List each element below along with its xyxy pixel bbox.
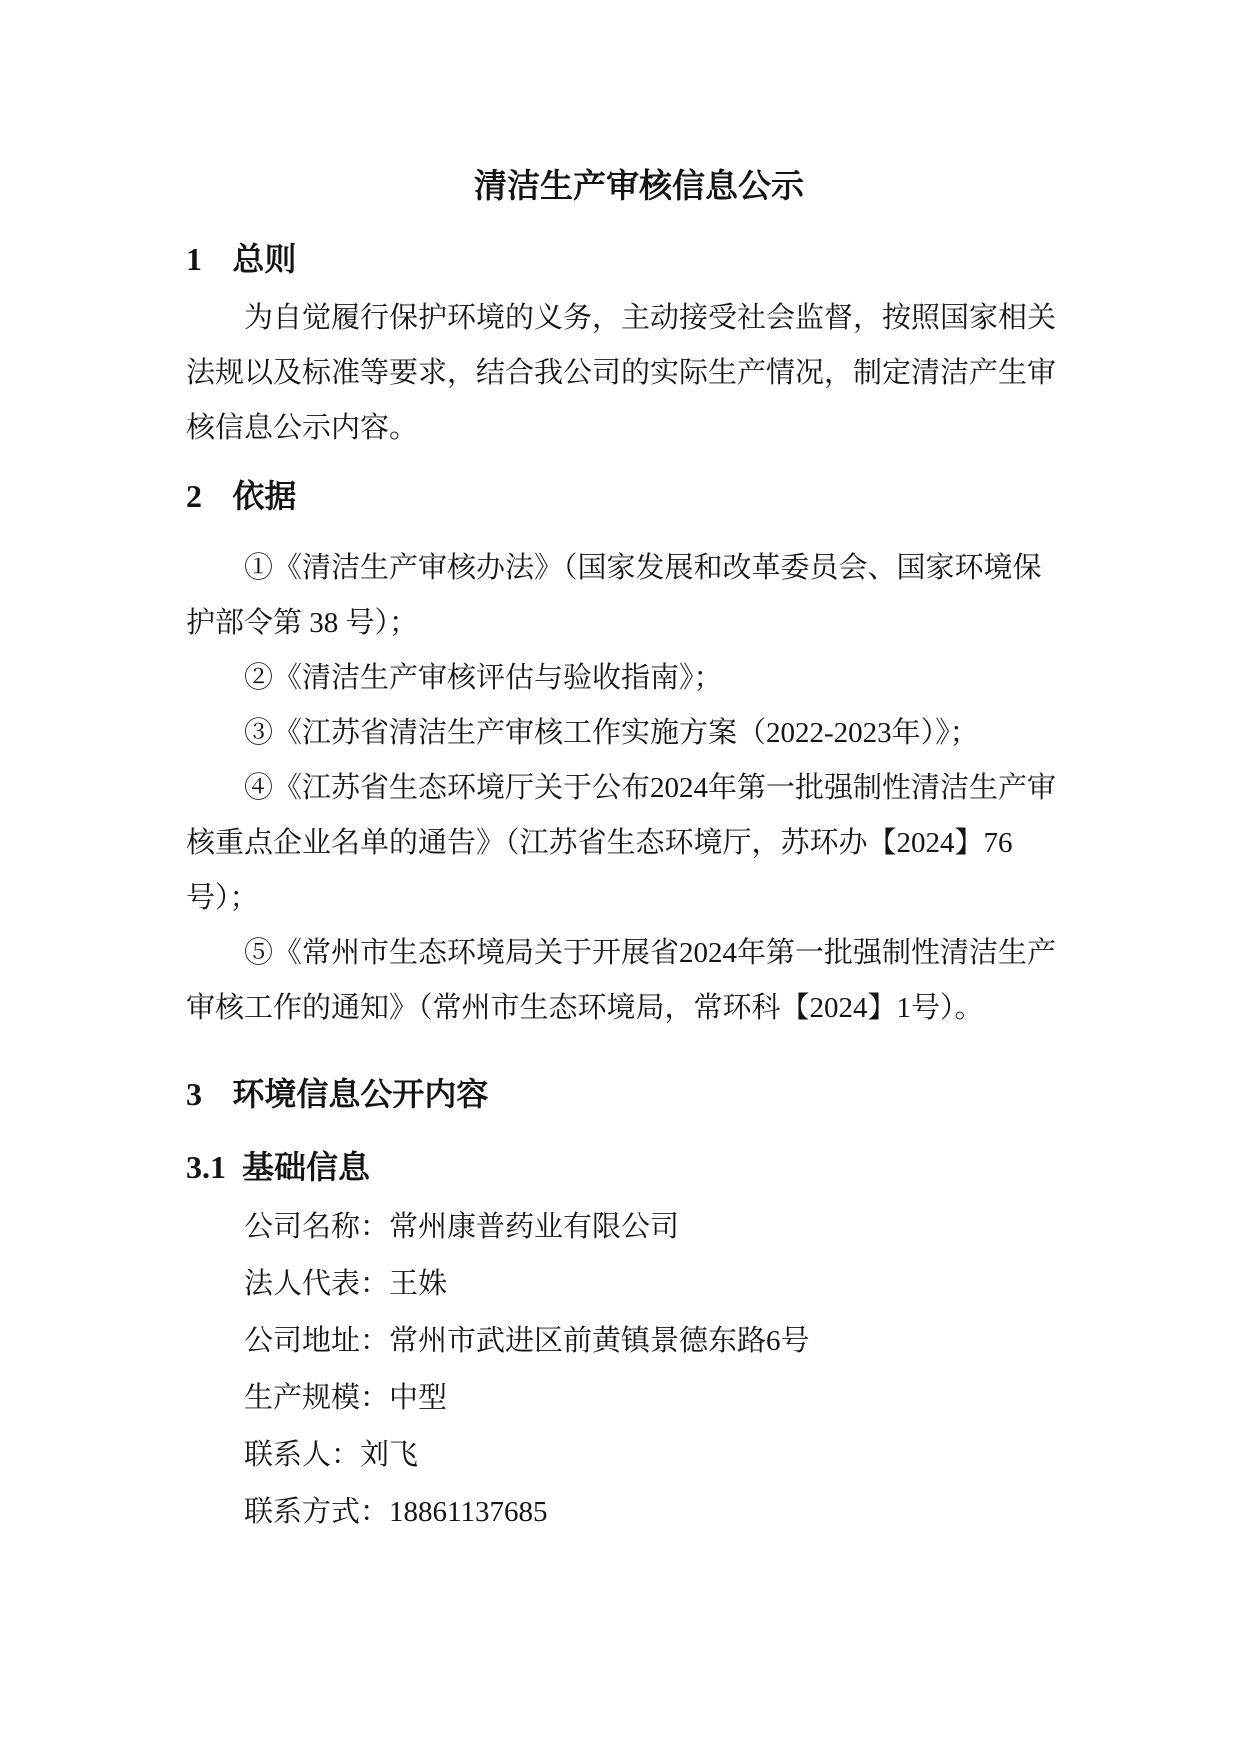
- info-value: 常州康普药业有限公司: [389, 1211, 680, 1243]
- text-line: ④《江苏省生态环境厅关于公布2024年第一批强制性清洁生产审: [244, 772, 1057, 804]
- info-item-company-name: [186, 1200, 1056, 1255]
- section-1-number: 1: [186, 241, 202, 277]
- section-3-1-heading: [186, 1140, 1056, 1195]
- info-item-company-address: [186, 1314, 1056, 1369]
- reference-item-3: [186, 706, 1056, 761]
- reference-item-4: [186, 761, 1056, 926]
- section-3-title: 环境信息公开内容: [232, 1076, 489, 1112]
- info-label: 公司地址：: [244, 1325, 390, 1357]
- info-value: 常州市武进区前黄镇景德东路6号: [389, 1325, 810, 1357]
- info-item-legal-representative: [186, 1257, 1056, 1312]
- section-2-title: 依据: [232, 478, 297, 514]
- text-line: ③《江苏省清洁生产审核工作实施方案（2022-2023年）》；: [244, 717, 979, 749]
- text-line: ①《清洁生产审核办法》（国家发展和改革委员会、国家环境保: [244, 552, 1042, 584]
- reference-item-1: [186, 541, 1056, 651]
- text-line: 为自觉履行保护环境的义务，主动接受社会监督，按照国家相关: [244, 302, 1057, 334]
- text-line: 号）；: [186, 882, 259, 914]
- text-line: 护部令第 38 号）；: [186, 607, 419, 639]
- info-value: 中型: [389, 1382, 448, 1414]
- text-line: ②《清洁生产审核评估与验收指南》；: [244, 662, 723, 694]
- reference-item-2: [186, 651, 1056, 706]
- section-1-title: 总则: [232, 241, 297, 277]
- section-1-heading: [186, 232, 1056, 287]
- info-item-contact-phone: [186, 1485, 1056, 1540]
- section-3-1-title: 基础信息: [242, 1149, 371, 1185]
- text-line: 审核工作的通知》（常州市生态环境局，常环科【2024】1号）。: [186, 992, 984, 1024]
- info-label: 联系方式：: [244, 1496, 390, 1528]
- text-line: 核重点企业名单的通告》（江苏省生态环境厅，苏环办【2024】76: [186, 827, 1013, 859]
- section-2-number: 2: [186, 478, 202, 514]
- info-value: 王姝: [389, 1268, 448, 1300]
- section-1-paragraph: [186, 291, 1056, 456]
- info-item-contact-person: [186, 1428, 1056, 1483]
- info-label: 联系人：: [244, 1439, 361, 1471]
- text-line: 核信息公示内容。: [186, 412, 419, 444]
- info-label: 法人代表：: [244, 1268, 390, 1300]
- info-label: 生产规模：: [244, 1382, 390, 1414]
- document-title: 清洁生产审核信息公示: [474, 169, 804, 205]
- info-item-production-scale: [186, 1371, 1056, 1426]
- section-3-heading: [186, 1067, 1056, 1122]
- basic-info-list: [186, 1200, 1056, 1540]
- section-2-heading: [186, 469, 1056, 524]
- text-line: ⑤《常州市生态环境局关于开展省2024年第一批强制性清洁生产: [244, 937, 1057, 969]
- text-line: 法规以及标准等要求，结合我公司的实际生产情况，制定清洁产生审: [186, 357, 1057, 389]
- section-3-number: 3: [186, 1076, 202, 1112]
- info-value: 18861137685: [389, 1496, 548, 1528]
- info-label: 公司名称：: [244, 1211, 390, 1243]
- reference-item-5: [186, 926, 1056, 1036]
- info-value: 刘飞: [360, 1439, 419, 1471]
- section-3-1-number: 3.1: [186, 1149, 226, 1185]
